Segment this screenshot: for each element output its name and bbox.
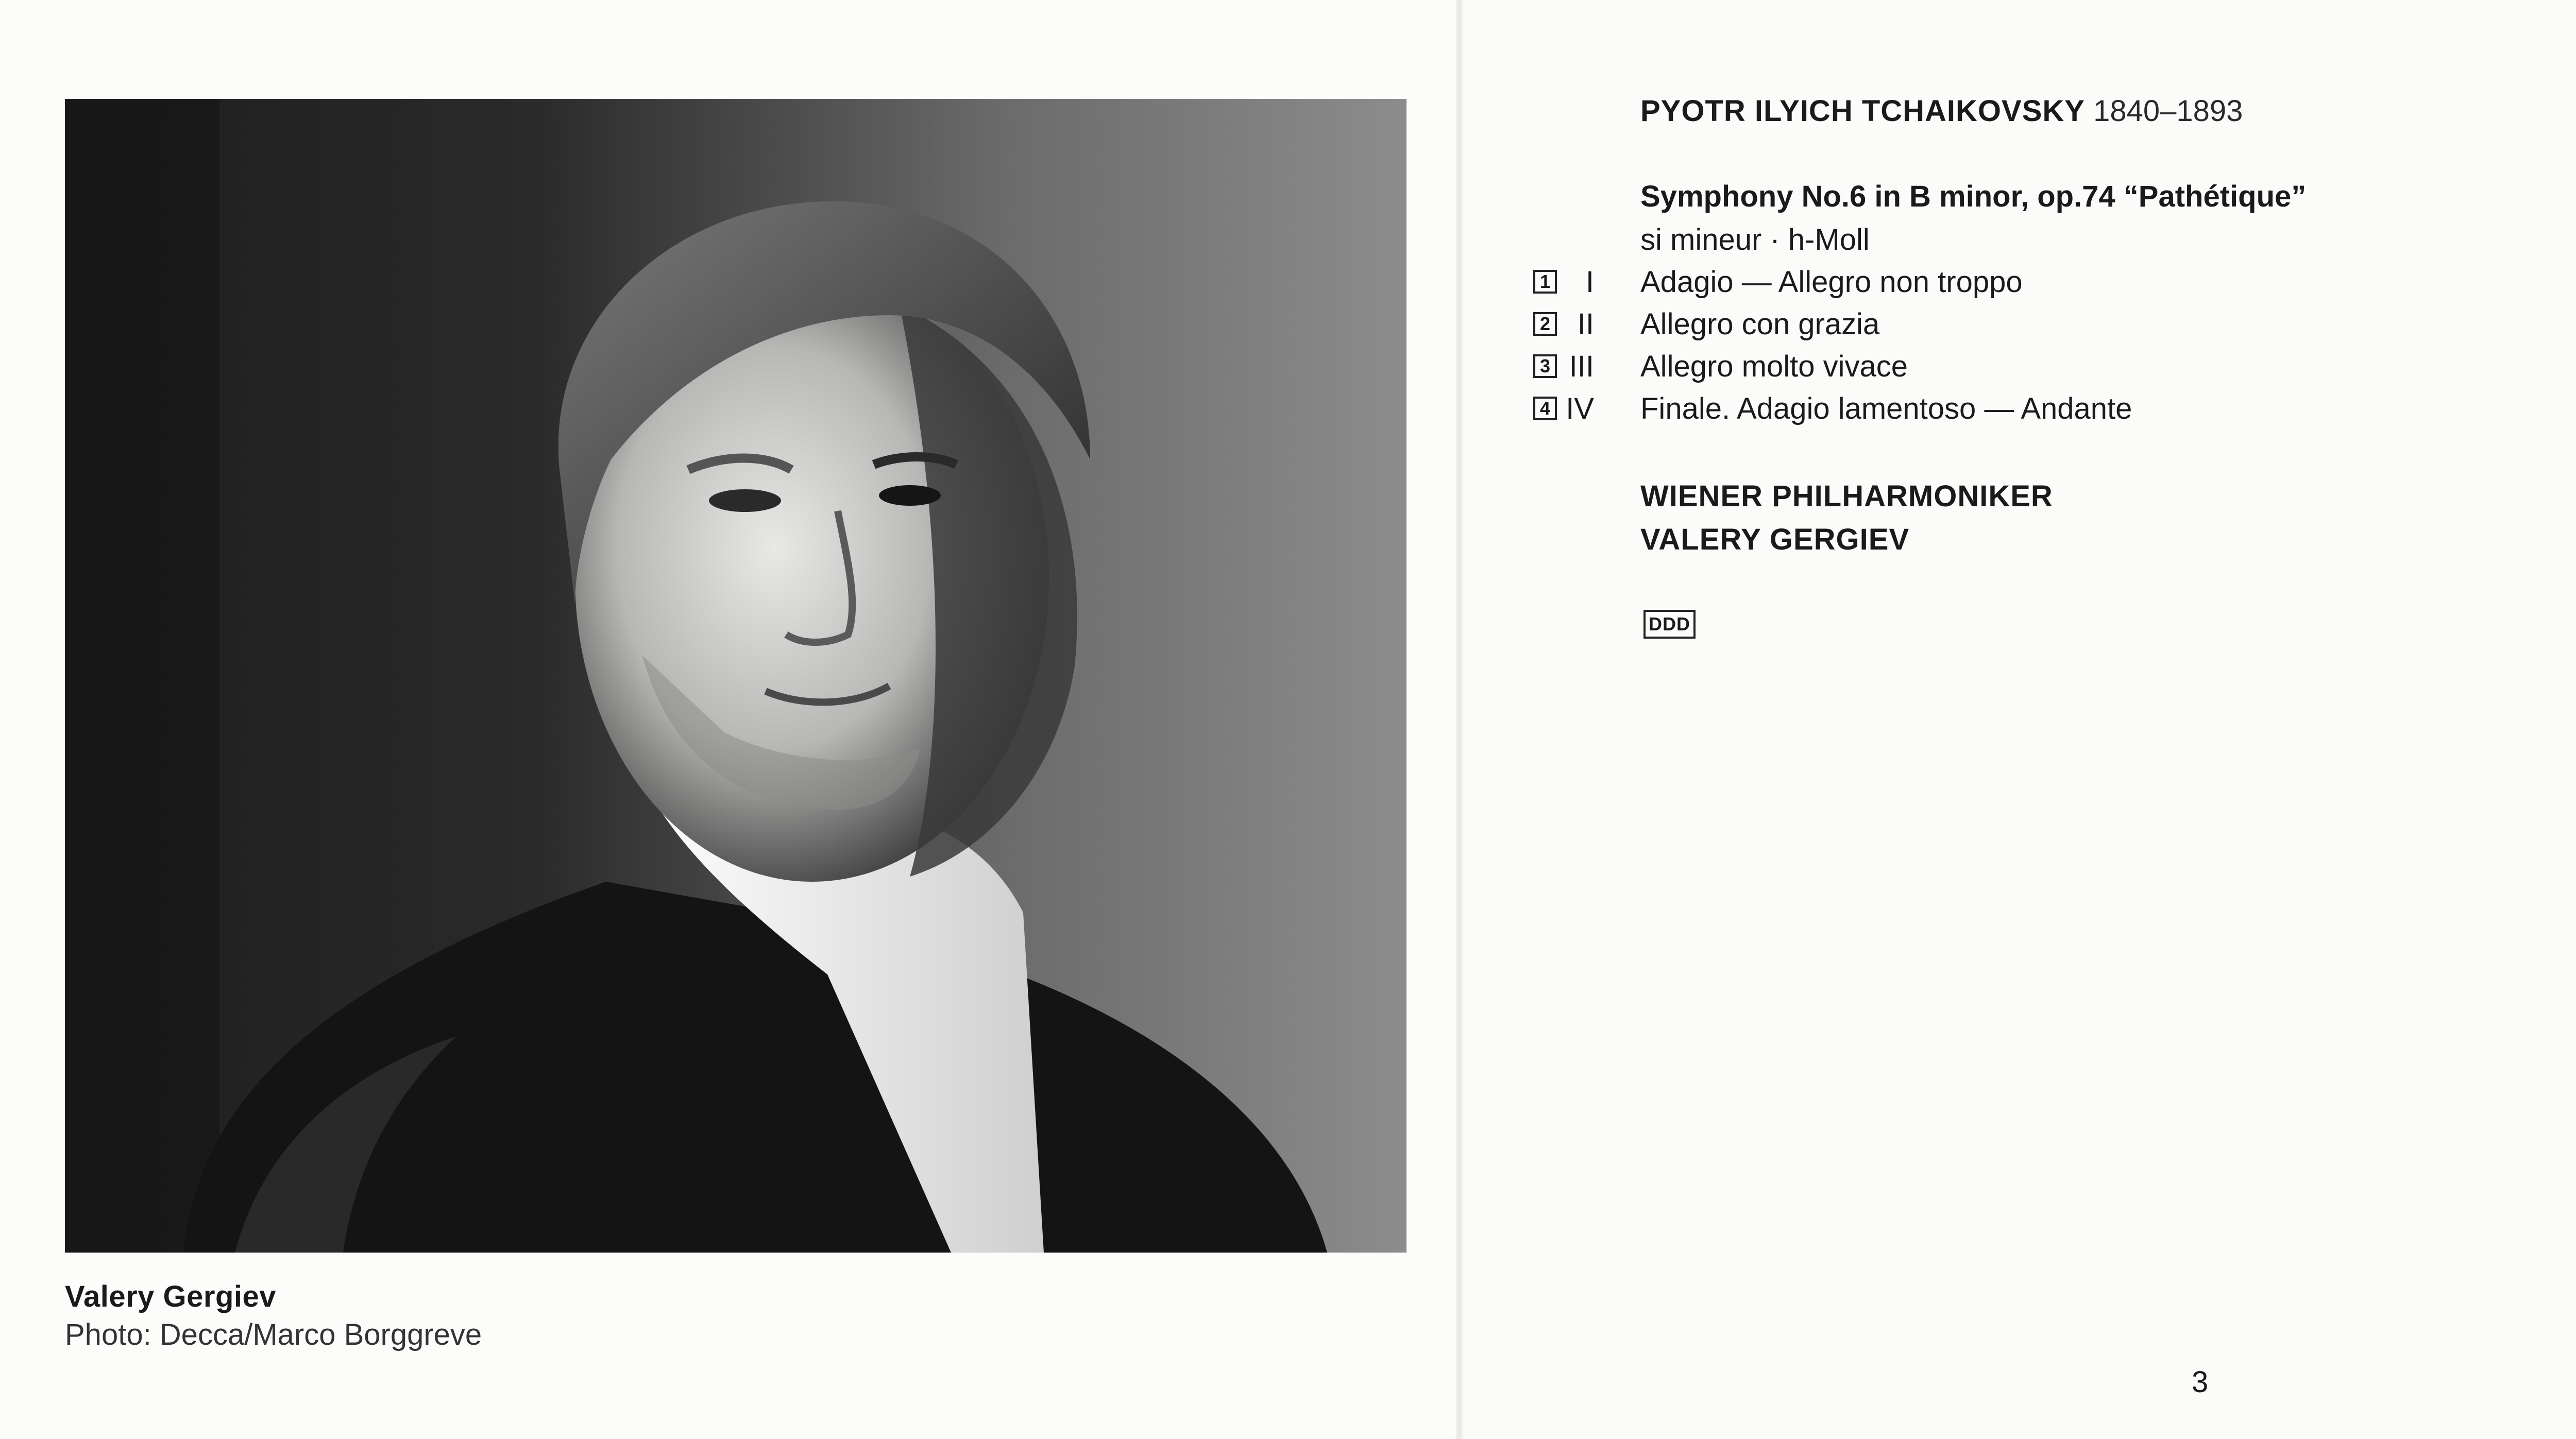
ddd-recording-badge: DDD xyxy=(1643,610,1696,639)
composer-heading xyxy=(1640,94,2243,128)
track-title: Adagio — Allegro non troppo xyxy=(1640,265,2023,299)
portrait-photo xyxy=(65,99,1406,1253)
track-number-box: 2 xyxy=(1533,312,1557,336)
booklet-fold xyxy=(1456,0,1463,1439)
track-title: Allegro molto vivace xyxy=(1640,350,1908,383)
composer-dates: 1840–1893 xyxy=(2093,94,2243,128)
photo-caption-name: Valery Gergiev xyxy=(65,1280,277,1313)
track-row xyxy=(1525,391,2576,434)
track-row xyxy=(1525,307,2576,349)
track-number-box: 1 xyxy=(1533,270,1557,294)
track-number-box: 4 xyxy=(1533,397,1557,420)
track-row xyxy=(1525,265,2576,307)
composer-name: PYOTR ILYICH TCHAIKOVSKY xyxy=(1640,94,2085,128)
track-number-box: 3 xyxy=(1533,354,1557,378)
track-title: Finale. Adagio lamentoso — Andante xyxy=(1640,392,2132,425)
performer-orchestra: WIENER PHILHARMONIKER xyxy=(1640,479,2053,513)
movement-number: II xyxy=(1577,307,1594,341)
movement-number: IV xyxy=(1566,392,1594,425)
track-row xyxy=(1525,349,2576,391)
performer-conductor: VALERY GERGIEV xyxy=(1640,523,1910,556)
movement-number: I xyxy=(1585,265,1594,299)
page-number: 3 xyxy=(2192,1365,2209,1399)
track-list xyxy=(1525,265,2576,434)
work-subtitle: si mineur · h-Moll xyxy=(1640,223,1870,256)
movement-number: III xyxy=(1569,350,1594,383)
work-title: Symphony No.6 in B minor, op.74 “Pathétique” xyxy=(1640,180,2307,213)
photo-credit: Photo: Decca/Marco Borggreve xyxy=(65,1318,482,1351)
track-title: Allegro con grazia xyxy=(1640,307,1880,341)
